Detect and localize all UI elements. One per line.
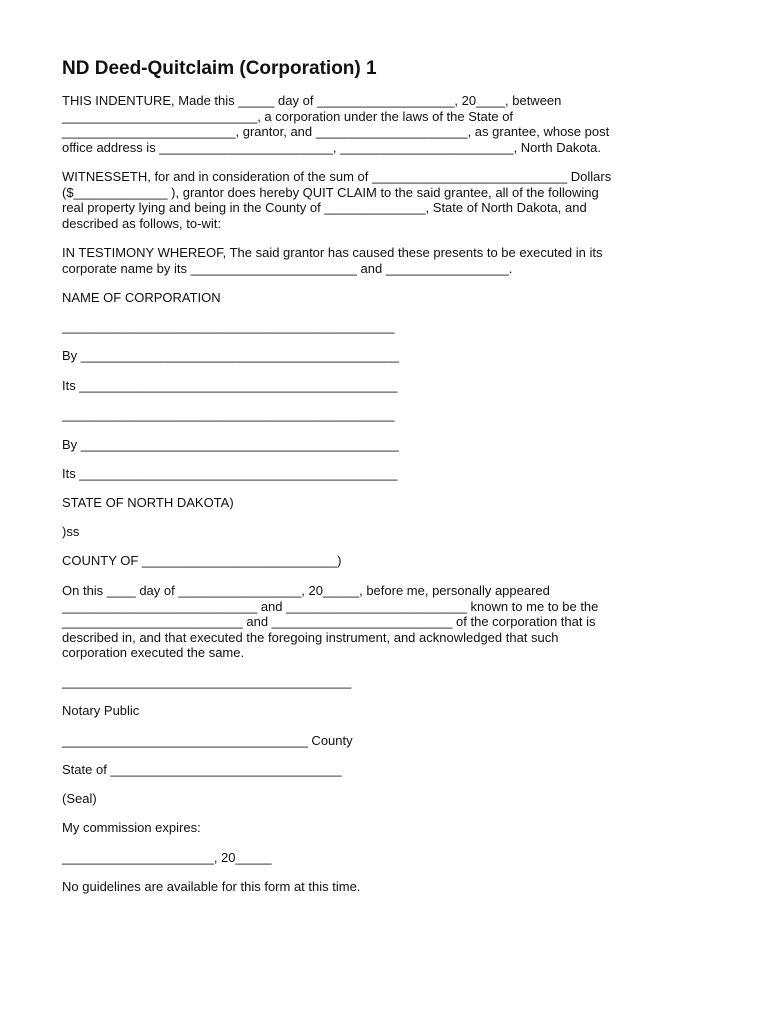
county-label: COUNTY OF ___________________________) [62, 553, 342, 568]
ss-label: )ss [62, 524, 80, 539]
state-label: STATE OF NORTH DAKOTA) [62, 495, 234, 510]
acknowledgment-line: described in, and that executed the foregoing instrument, and acknowledged that such [62, 629, 559, 645]
indenture-line: THIS INDENTURE, Made this _____ day of ___________________, 20____, between [62, 93, 562, 108]
indenture-paragraph [62, 93, 712, 155]
acknowledgment-line: corporation executed the same. [62, 645, 245, 661]
witnesseth-line: described as follows, to-wit: [62, 215, 221, 231]
seal-label: (Seal) [62, 791, 97, 806]
notary-state-line: State of ________________________________ [62, 762, 342, 777]
by-signature-line: By ____________________________________________ [62, 348, 399, 363]
its-title-line: Its ____________________________________________ [62, 378, 398, 393]
notary-public-label: Notary Public [62, 703, 140, 718]
witnesseth-paragraph [62, 169, 712, 231]
corporation-name-signature-line: ______________________________________________ [62, 407, 395, 422]
name-of-corporation-label: NAME OF CORPORATION [62, 290, 221, 305]
acknowledgment-line: On this ____ day of _________________, 20_____, before me, personally appeared [62, 583, 550, 598]
guidelines-note: No guidelines are available for this form at this time. [62, 879, 361, 894]
testimony-paragraph [62, 245, 712, 276]
by-signature-line: By ____________________________________________ [62, 437, 399, 452]
indenture-line: ________________________, grantor, and _____________________, as grantee, whose post [62, 124, 610, 140]
acknowledgment-line: _________________________ and _________________________ of the corporation that is [62, 614, 596, 630]
commission-expires-label: My commission expires: [62, 820, 201, 835]
indenture-line: office address is ________________________, ________________________, North Dakota. [62, 139, 601, 155]
acknowledgment-line: ___________________________ and _________________________ known to me to be the [62, 598, 599, 614]
indenture-line: ___________________________, a corporation under the laws of the State of [62, 108, 514, 124]
testimony-line: IN TESTIMONY WHEREOF, The said grantor has caused these presents to be executed in its [62, 245, 603, 260]
witnesseth-line: WITNESSETH, for and in consideration of the sum of ___________________________ Dollars [62, 169, 612, 184]
testimony-line: corporate name by its _______________________ and _________________. [62, 260, 513, 276]
witnesseth-line: ($_____________ ), grantor does hereby QUIT CLAIM to the said grantee, all of the following [62, 184, 599, 200]
acknowledgment-paragraph [62, 583, 712, 661]
its-title-line: Its ____________________________________________ [62, 466, 398, 481]
witnesseth-line: real property lying and being in the County of ______________, State of North Dakota, and [62, 200, 587, 216]
corporation-name-signature-line: ______________________________________________ [62, 319, 395, 334]
notary-county-line: __________________________________ County [62, 733, 353, 748]
document-title: ND Deed-Quitclaim (Corporation) 1 [62, 58, 377, 79]
notary-signature-line: ________________________________________ [62, 674, 352, 689]
commission-date-line: _____________________, 20_____ [62, 850, 272, 865]
